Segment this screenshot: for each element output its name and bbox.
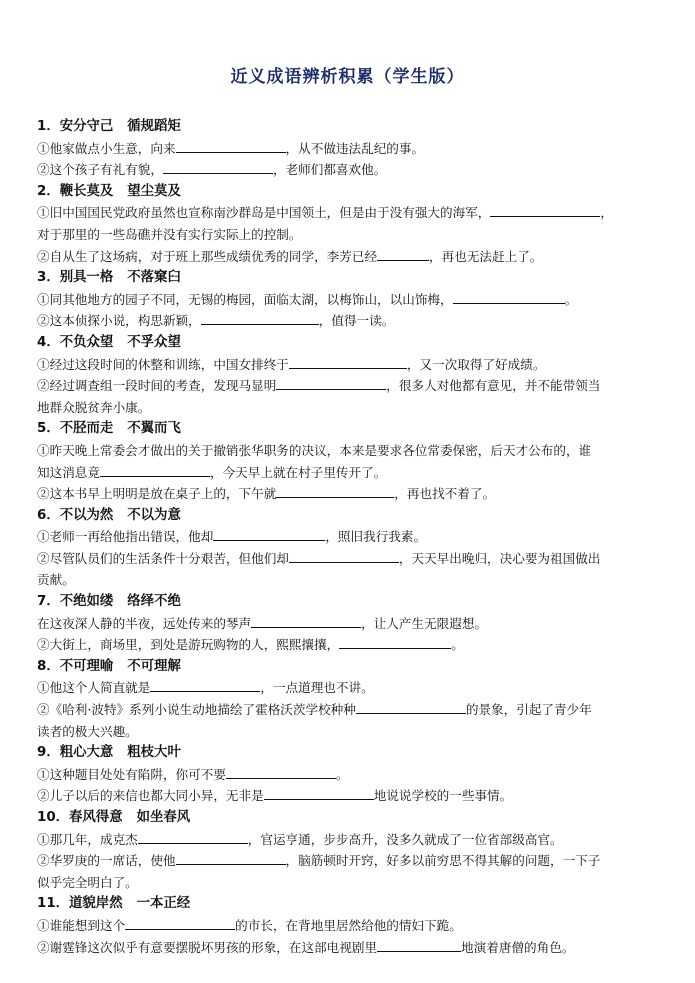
answer-blank[interactable] <box>490 204 600 217</box>
exercise-8 <box>37 656 659 742</box>
sentence-2: ②大街上，商场里，到处是游玩购物的人，熙熙攘攘， 。 <box>37 637 464 653</box>
answer-blank[interactable] <box>125 917 235 930</box>
exercise-heading: 6．不以为然 不以为意 <box>37 507 181 523</box>
exercise-9 <box>37 742 659 807</box>
answer-blank[interactable] <box>150 679 260 692</box>
sentence-1: ①那几年，成克杰 ，官运亨通，步步高升，没多久就成了一位省部级高官。 <box>37 831 563 847</box>
sentence-1: ①同其他地方的园子不同，无锡的梅园，面临太湖，以梅饰山，以山饰梅， 。 <box>37 291 578 307</box>
exercise-heading: 7．不绝如缕 络绎不绝 <box>37 594 181 610</box>
answer-blank[interactable] <box>377 939 461 952</box>
answer-blank[interactable] <box>100 464 210 477</box>
exercise-3 <box>37 267 659 332</box>
sentence-1: ①谁能想到这个 的市长，在背地里居然给他的情妇下跪。 <box>37 917 462 933</box>
answer-blank[interactable] <box>138 831 248 844</box>
sentence-2: ②尽管队员们的生活条件十分艰苦，但他们却 ，天天早出晚归，决心要为祖国做出 贡献。 <box>37 550 601 588</box>
sentence-2: ②这本书早上明明是放在桌子上的，下午就 ，再也找不着了。 <box>37 486 496 502</box>
sentence-2: ②华罗庚的一席话，使他 ，脑筋顿时开窍，好多以前穷思不得其解的问题，一下子 似乎完全明白了。 <box>37 853 601 890</box>
exercise-10 <box>37 807 659 893</box>
answer-blank[interactable] <box>176 140 286 153</box>
answer-blank[interactable] <box>226 766 336 779</box>
sentence-1: ①他家做点小生意，向来 ，从不做违法乱纪的事。 <box>37 140 425 156</box>
sentence-2: ②经过调查组一段时间的考查，发现马显明 ，很多人对他都有意见，并不能带领当 地群众脱贫奔小康。 <box>37 378 601 415</box>
sentence-2: ②谢霆锋这次似乎有意要摆脱坏男孩的形象，在这部电视剧里 地演着唐僧的角色。 <box>37 939 575 955</box>
answer-blank[interactable] <box>339 636 451 649</box>
sentence-2: ②这本侦探小说，构思新颖， ，值得一读。 <box>37 313 395 329</box>
answer-blank[interactable] <box>213 528 325 541</box>
answer-blank[interactable] <box>276 485 394 498</box>
sentence-2: ②儿子以后的来信也都大同小异，无非是 地说说学校的一些事情。 <box>37 788 513 804</box>
answer-blank[interactable] <box>377 248 429 261</box>
exercise-heading: 5．不胫而走 不翼而飞 <box>37 421 181 437</box>
answer-blank[interactable] <box>356 701 466 714</box>
sentence-2: ②自从生了这场病，对于班上那些成绩优秀的同学，李芳已经 ，再也无法赶上了。 <box>37 248 543 264</box>
sentence-1: ①他这个人简直就是 ，一点道理也不讲。 <box>37 680 374 696</box>
sentence-1: ①昨天晚上常委会才做出的关于撤销张华职务的决议，本来是要求各位常委保密，后天才公布的，谁 知这消息竟 ，今天早上就在村子里传开了。 <box>37 442 592 480</box>
exercise-list <box>37 116 659 958</box>
answer-blank[interactable] <box>276 377 386 390</box>
sentence-1: ①旧中国国民党政府虽然也宣称南沙群岛是中国领土，但是由于没有强大的海军， ， 对于那里的一些岛礁并没有实行实际上的控制。 <box>37 205 613 242</box>
answer-blank[interactable] <box>453 291 565 304</box>
sentence-1: ①这种题目处处有陷阱，你可不要 。 <box>37 766 349 782</box>
exercise-1 <box>37 116 659 181</box>
answer-blank[interactable] <box>163 161 273 174</box>
sentence-1: ①经过这段时间的休整和训练，中国女排终于 ，又一次取得了好成绩。 <box>37 356 546 372</box>
exercise-heading: 11．道貌岸然 一本正经 <box>37 896 191 912</box>
exercise-11 <box>37 893 659 958</box>
answer-blank[interactable] <box>251 615 361 628</box>
exercise-heading: 1．安分守己 循规蹈矩 <box>37 119 181 134</box>
answer-blank[interactable] <box>201 312 319 325</box>
exercise-6 <box>37 505 659 591</box>
answer-blank[interactable] <box>289 356 407 369</box>
answer-blank[interactable] <box>264 787 374 800</box>
exercise-heading: 9．粗心大意 粗枝大叶 <box>37 745 181 761</box>
exercise-7 <box>37 591 659 656</box>
exercise-heading: 8．不可理喻 不可理解 <box>37 658 181 674</box>
page-title: 近义成语辨析积累（学生版） <box>230 67 465 87</box>
sentence-1: ①老师一再给他指出错误，他却 ，照旧我行我素。 <box>37 529 427 545</box>
exercise-5 <box>37 418 659 504</box>
exercise-2 <box>37 181 659 267</box>
exercise-heading: 4．不负众望 不孚众望 <box>37 334 181 350</box>
exercise-4 <box>37 332 659 418</box>
sentence-2: ②《哈利·波特》系列小说生动地描绘了霍格沃茨学校种种 的景象，引起了青少年 读者的极大兴趣。 <box>37 702 592 739</box>
exercise-heading: 2．鞭长莫及 望尘莫及 <box>37 183 181 199</box>
sentence-2: ②这个孩子有礼有貌， ，老师们都喜欢他。 <box>37 162 387 178</box>
answer-blank[interactable] <box>289 550 399 563</box>
exercise-heading: 3．别具一格 不落窠臼 <box>37 270 181 286</box>
sentence-1: 在这夜深人静的半夜，远处传来的琴声 ，让人产生无限遐想。 <box>37 615 488 631</box>
answer-blank[interactable] <box>176 852 286 865</box>
exercise-heading: 10．春风得意 如坐春风 <box>37 810 191 825</box>
